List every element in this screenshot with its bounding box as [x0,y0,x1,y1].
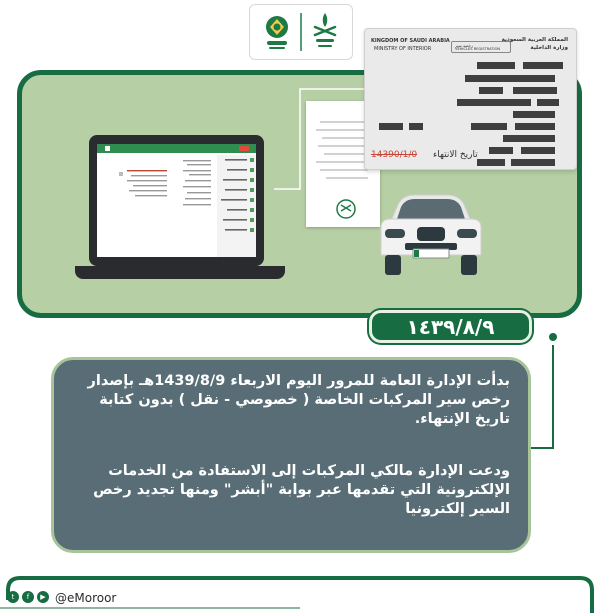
announcement-paragraph-1: بدأت الإدارة العامة للمرور اليوم الاربعاء 1439/8/9هـ بإصدار رخص سير المركبات الخاصة ( خصوصي - نقل ) بدون كتابة تاريخ الإنتهاء. [87,373,510,427]
vehicle-license-card [364,28,577,170]
announcement-box [51,357,531,553]
announcement-paragraph-2: ودعت الإدارة مالكي المركبات إلى الاستفادة من الخدمات الإلكترونية التي تقدمها عبر بوابة "أبشر" ومنها تجديد رخص السير إلكترونيا [93,463,510,517]
car-icon [375,193,487,287]
absher-portal-mock [97,144,256,257]
footer-handle[interactable]: @eMoroor [55,591,117,605]
license-expiry-label: تاريخ الانتهاء [433,150,478,160]
license-country-ar: المملكة العربية السعودية [501,37,568,43]
license-country-en: KINGDOM OF SAUDI ARABIA [371,38,450,44]
car-illustration [375,193,487,291]
license-ministry-en: MINISTRY OF INTERIOR [374,46,432,52]
laptop-base [75,266,285,279]
social-icons [7,591,49,603]
laptop-screen [97,144,256,257]
facebook-icon[interactable]: f [22,591,34,603]
green-seal-icon [337,200,355,218]
license-type-box: رخصة سير VEHICLES REGISTRATION [451,41,511,53]
twitter-icon[interactable]: t [7,591,19,603]
youtube-icon[interactable]: ▶ [37,591,49,603]
license-expiry-value: 14390/1/0 [371,150,418,160]
license-ministry-ar: وزارة الداخلية [530,45,568,51]
date-banner: ١٤٣٩/٨/٩ [369,310,532,343]
